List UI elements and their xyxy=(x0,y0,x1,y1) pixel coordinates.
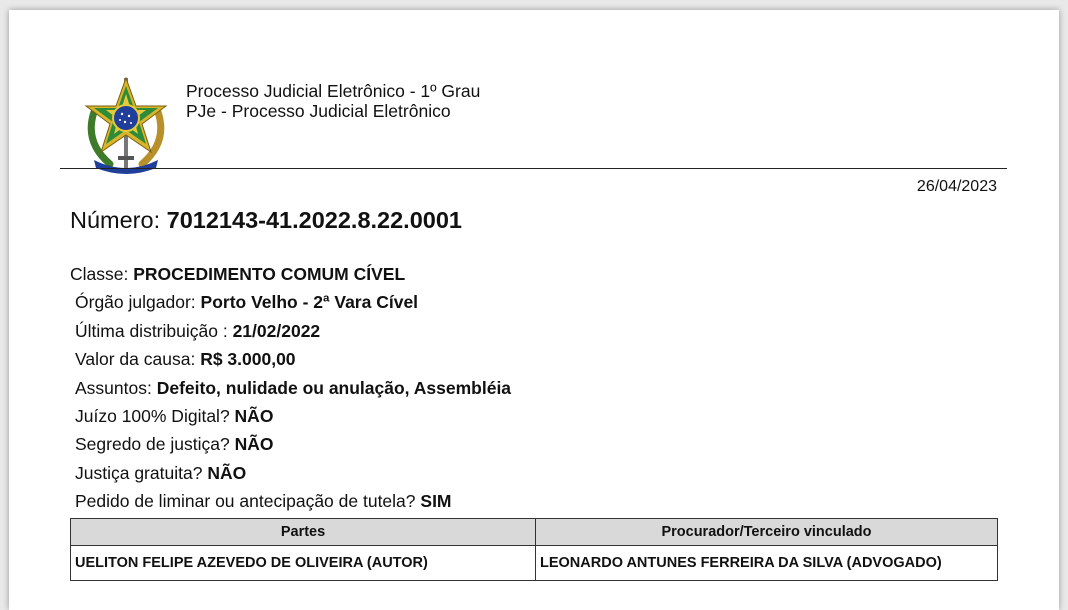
header-divider xyxy=(60,168,1007,169)
field-segredo-justica xyxy=(70,430,511,458)
field-pedido-liminar xyxy=(70,487,511,515)
field-value: NÃO xyxy=(207,462,247,483)
document-page xyxy=(9,10,1059,610)
field-value: NÃO xyxy=(234,434,274,455)
field-ultima-distribuicao xyxy=(70,317,511,345)
field-label: Juízo 100% Digital? xyxy=(75,406,230,427)
field-value: SIM xyxy=(420,491,452,512)
table-cell-parte: UELITON FELIPE AZEVEDO DE OLIVEIRA (AUTOR) xyxy=(71,546,536,581)
field-valor-causa xyxy=(70,345,511,373)
table-row xyxy=(71,546,998,581)
field-orgao-julgador xyxy=(70,288,511,316)
field-value: PROCEDIMENTO COMUM CÍVEL xyxy=(133,264,406,284)
header-line-2: PJe - Processo Judicial Eletrônico xyxy=(186,101,451,121)
process-number-label: Número: xyxy=(70,207,161,233)
field-juizo-digital xyxy=(70,402,511,430)
column-header-partes: Partes xyxy=(71,519,536,546)
field-label: Assuntos: xyxy=(75,377,152,398)
field-label: Valor da causa: xyxy=(75,349,196,370)
field-classe xyxy=(70,260,511,288)
document-header xyxy=(186,81,480,121)
process-number xyxy=(70,207,462,234)
field-assuntos xyxy=(70,374,511,402)
field-value: Porto Velho - 2ª Vara Cível xyxy=(200,292,419,313)
field-value: R$ 3.000,00 xyxy=(200,349,296,370)
brazil-coat-of-arms-icon xyxy=(80,72,172,176)
field-label: Classe: xyxy=(70,264,129,284)
process-number-value: 7012143-41.2022.8.22.0001 xyxy=(166,207,462,233)
field-label: Justiça gratuita? xyxy=(75,462,203,483)
column-header-procurador: Procurador/Terceiro vinculado xyxy=(536,519,998,546)
process-fields xyxy=(70,260,511,516)
table-header-row xyxy=(71,519,998,546)
field-label: Última distribuição : xyxy=(75,320,228,341)
field-value: NÃO xyxy=(234,406,274,427)
document-date: 26/04/2023 xyxy=(916,178,997,195)
field-label: Segredo de justiça? xyxy=(75,434,230,455)
field-justica-gratuita xyxy=(70,459,511,487)
field-value: Defeito, nulidade ou anulação, Assembléia xyxy=(156,377,512,398)
partes-table xyxy=(70,518,998,581)
field-label: Órgão julgador: xyxy=(75,292,196,313)
table-cell-procurador: LEONARDO ANTUNES FERREIRA DA SILVA (ADVOGADO) xyxy=(536,546,998,581)
field-label: Pedido de liminar ou antecipação de tutela? xyxy=(75,491,416,512)
header-line-1: Processo Judicial Eletrônico - 1º Grau xyxy=(186,81,481,101)
field-value: 21/02/2022 xyxy=(232,320,321,341)
